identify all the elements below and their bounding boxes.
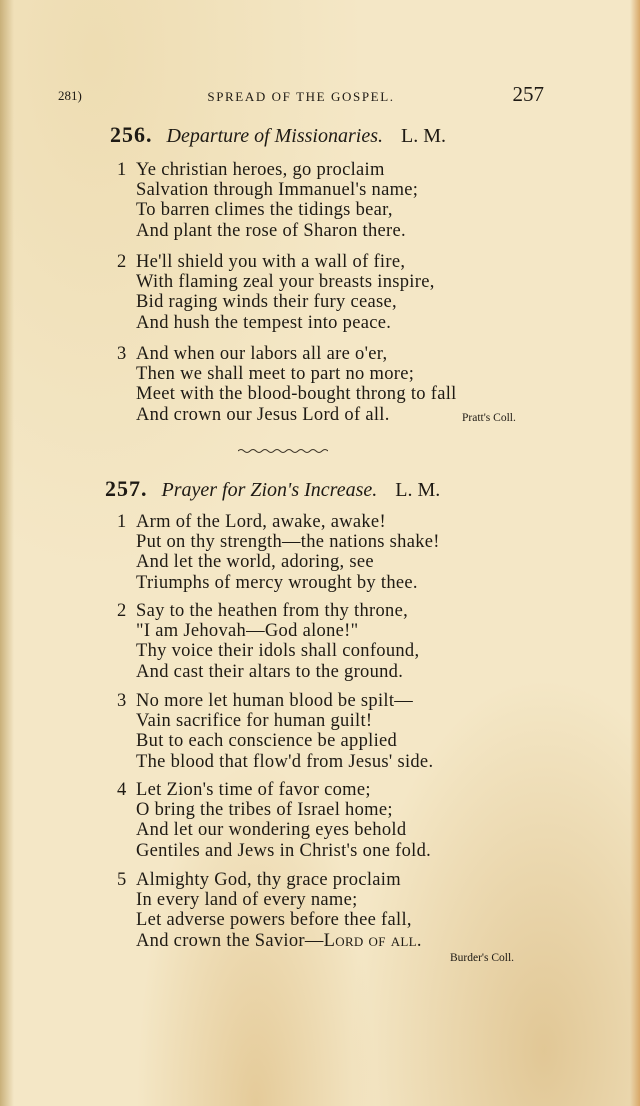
verse-line: Put on thy strength—the nations shake! [136,532,440,553]
verse-line: Vain sacrifice for human guilt! [136,711,373,732]
hymn-257-title: Prayer for Zion's Increase. [161,479,378,501]
verse-line: And crown the Savior— [136,930,324,951]
verse-emphasis: Lord of all. [323,930,422,951]
verse-line: With flaming zeal your breasts inspire, [136,272,435,293]
hymn-256-title: Departure of Missionaries. [166,125,383,147]
verse-line: And when our labors all are o'er, [136,344,388,364]
hymn-257-stanza-2 [117,601,419,682]
verse-line: "I am Jehovah—God alone!" [136,621,359,642]
verse-line: Ye christian heroes, go proclaim [136,160,385,180]
verse-line: And cast their altars to the ground. [136,661,404,682]
page-edge-right [630,0,640,1106]
page-number: 257 [512,82,544,106]
verse-line: And let the world, adoring, see [136,552,374,573]
stanza-number: 5 [117,870,127,890]
verse-line: Bid raging winds their fury cease, [136,292,397,313]
stanza-number: 3 [117,344,127,364]
running-head-left: 281) [58,88,82,103]
hymn-256-attribution: Pratt's Coll. [462,412,516,424]
stanza-number: 1 [117,160,127,180]
verse-line: Thy voice their idols shall confound, [136,641,420,662]
verse-line: Salvation through Immanuel's name; [136,180,419,201]
hymn-257-stanza-5 [117,870,422,951]
verse-line: Let adverse powers before thee fall, [136,910,412,931]
hymn-257-heading [105,476,440,502]
hymn-257-meter: L. M. [395,479,441,501]
verse-line: Almighty God, thy grace proclaim [136,870,401,890]
verse-line: Say to the heathen from thy throne, [136,601,409,621]
verse-line: Triumphs of mercy wrought by thee. [136,572,418,593]
hymn-256-number: 256. [110,122,153,147]
verse-line: The blood that flow'd from Jesus' side. [136,751,434,772]
hymn-256-stanza-3 [117,344,457,425]
verse-line: Meet with the blood-bought throng to fall [136,384,457,405]
verse-line: He'll shield you with a wall of fire, [136,252,406,272]
verse-line: Then we shall meet to part no more; [136,364,415,385]
stanza-number: 2 [117,252,127,272]
hymn-257-stanza-1 [117,512,440,593]
page-edge-left [0,0,14,1106]
stanza-number: 1 [117,512,127,532]
verse-line: Arm of the Lord, awake, awake! [136,512,386,532]
verse-line: But to each conscience be applied [136,731,398,752]
verse-line: Gentiles and Jews in Christ's one fold. [136,840,432,861]
hymn-256-stanza-2 [117,252,435,333]
verse-line: O bring the tribes of Israel home; [136,800,393,821]
hymn-256-stanza-1 [117,160,418,241]
verse-line: And let our wondering eyes behold [136,820,407,841]
verse-line: To barren climes the tidings bear, [136,200,393,221]
hymn-257-attribution: Burder's Coll. [450,952,515,964]
verse-line: And plant the rose of Sharon there. [136,220,406,241]
running-head-title: SPREAD OF THE GOSPEL. [207,89,395,104]
hymn-256-heading [110,122,446,148]
verse-line: And crown our Jesus Lord of all. [136,404,390,425]
running-head [58,82,544,108]
stanza-number: 3 [117,691,127,711]
hymn-257-number: 257. [105,476,148,501]
hymn-257-stanza-4 [117,780,431,861]
hymn-257-stanza-3 [117,691,433,772]
verse-line: No more let human blood be spilt— [136,691,414,711]
stanza-number: 4 [117,780,127,800]
hymn-256-meter: L. M. [400,125,446,147]
verse-line: And hush the tempest into peace. [136,312,392,333]
verse-line: In every land of every name; [136,890,358,911]
section-divider [238,447,328,455]
stanza-number: 2 [117,601,127,621]
verse-line: Let Zion's time of favor come; [136,780,371,800]
